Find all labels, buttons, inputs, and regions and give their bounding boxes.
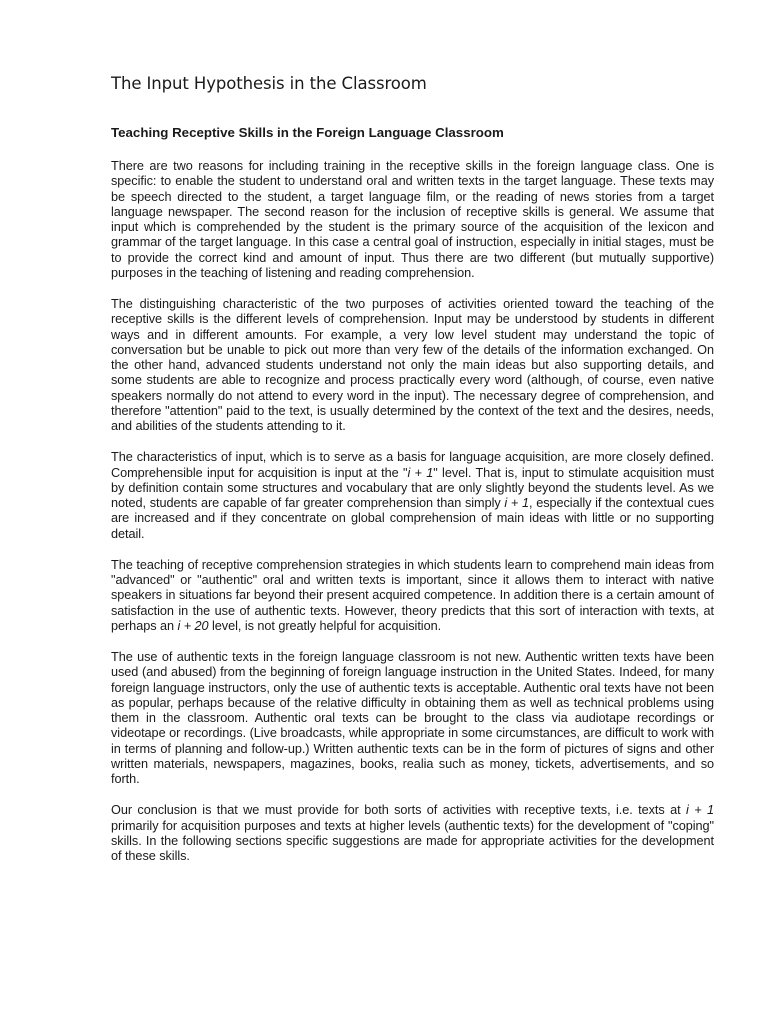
paragraph-1: There are two reasons for including training in the receptive skills in the foreign language class. One is specific: to enable the student to understand oral and written texts in the target language. These texts may be speech directed to the student, a target language film, or the reading of news stories from a target language newspaper. The second reason for the inclusion of receptive skills is general. We assume that input which is comprehended by the student is the primary source of the acquisition of the lexicon and grammar of the target language. In this case a central goal of instruction, especially in initial stages, must be to provide the correct kind and amount of input. Thus there are two different (but mutually supportive) purposes in the teaching of listening and reading comprehension. [111, 159, 714, 280]
section-heading: Teaching Receptive Skills in the Foreign Language Classroom [111, 125, 504, 140]
paragraph-6-text-a: Our conclusion is that we must provide for both sorts of activities with receptive texts, i.e. texts at [111, 803, 687, 818]
document-page [111, 74, 714, 880]
paragraph-4-text-a: The teaching of receptive comprehension strategies in which students learn to comprehend main ideas from "advanced" or "authentic" oral and written texts is important, since it allows them to interact with native speakers in situations far beyond their present acquired competence. In addition there is a certain amount of satisfaction in the use of authentic texts. However, theory predicts that this sort of interaction with texts, at perhaps an [111, 557, 714, 633]
paragraph-3-i-plus-1-a: i + 1 [407, 465, 434, 480]
paragraph-3 [111, 450, 714, 542]
paragraph-3-i-plus-1-b: i + 1 [504, 496, 529, 510]
paragraph-5: The use of authentic texts in the foreign language classroom is not new. Authentic written texts have been used (and abused) from the beginning of foreign language instruction in the United States. Indeed, for many foreign language instructors, only the use of authentic texts is acceptable. Authentic oral texts have not been as popular, perhaps because of the relative difficulty in obtaining them as well as technical problems using them in the classroom. Authentic oral texts can be brought to the class via audiotape recordings or videotape or recordings. (Live broadcasts, while appropriate in some circumstances, are difficult to work with in terms of planning and follow-up.) Written authentic texts can be in the form of pictures of signs and other written materials, newspapers, magazines, books, realia such as money, tickets, advertisements, and so forth. [111, 650, 714, 786]
paragraph-6 [111, 803, 714, 864]
paragraph-3-text-c: , especially if the contextual cues are increased and if they concentrate on global comprehension of main ideas with little or no supporting detail. [111, 496, 714, 541]
paragraph-6-text-b: primarily for acquisition purposes and texts at higher levels (authentic texts) for the development of "coping" skills. In the following sections specific suggestions are made for appropriate activities for the development of these skills. [111, 818, 714, 863]
paragraph-2: The distinguishing characteristic of the two purposes of activities oriented toward the teaching of the receptive skills is the different levels of comprehension. Input may be understood by students in different ways and in different amounts. For example, a very low level student may understand the topic of conversation but be unable to pick out more than very few of the details of the information exchanged. On the other hand, advanced students understand not only the main ideas but also supporting details, and some students are able to recognize and process practically every word (although, of course, even native speakers normally do not attend to every word in the input). The necessary degree of comprehension, and therefore "attention" paid to the text, is usually determined by the context of the text and the desires, needs, and abilities of the students attending to it. [111, 297, 714, 433]
paragraph-4-i-plus-20: i + 20 [177, 618, 209, 633]
paragraph-3-text-a: The characteristics of input, which is to serve as a basis for language acquisition, are more closely defined. Comprehensible input for acquisition is input at the " [111, 450, 714, 480]
paragraph-6-i-plus-1: i + 1 [686, 803, 715, 818]
paragraph-4-text-b: level, is not greatly helpful for acquisition. [208, 618, 442, 633]
paragraph-4 [111, 558, 714, 634]
document-title: The Input Hypothesis in the Classroom [111, 74, 427, 93]
paragraph-3-text-b: " level. That is, input to stimulate acquisition must by definition contain some structures and vocabulary that are only slightly beyond the students level. As we noted, students are capable of far greater comprehension than simply [111, 465, 714, 510]
